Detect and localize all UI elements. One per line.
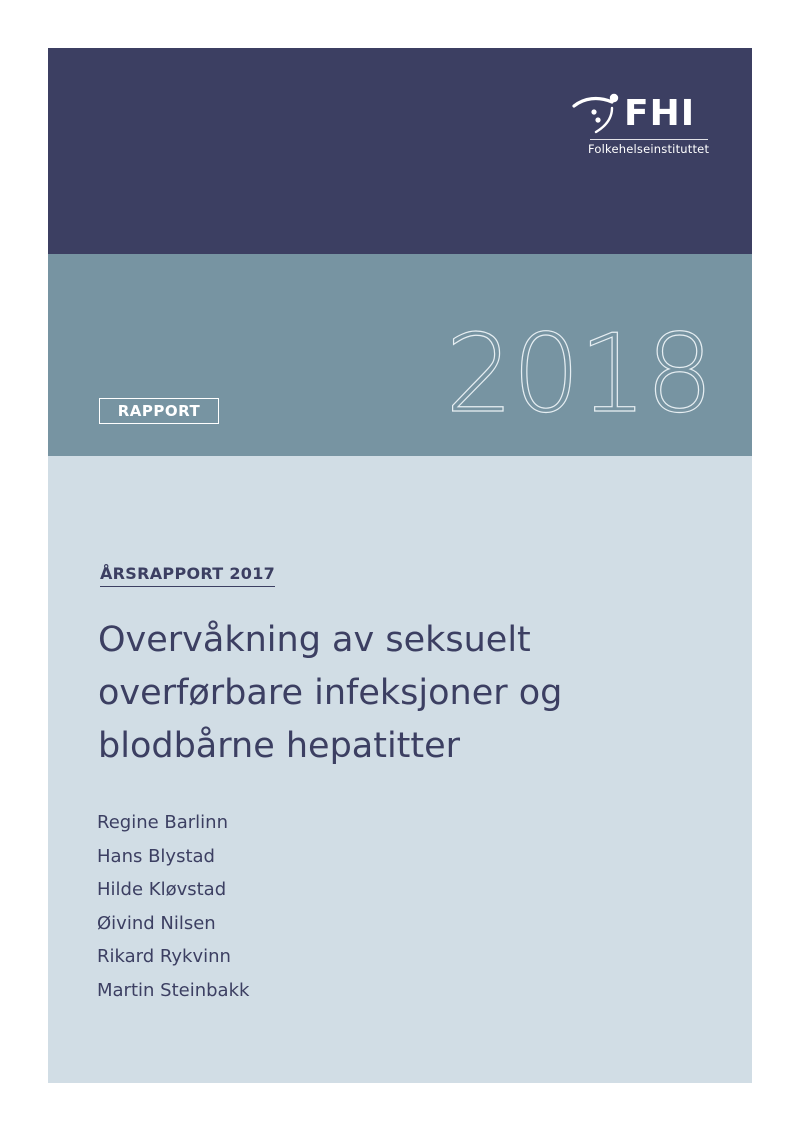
author-name: Rikard Rykvinn bbox=[97, 946, 231, 967]
report-title bbox=[98, 614, 698, 773]
fhi-logo bbox=[572, 92, 712, 166]
report-type-badge: RAPPORT bbox=[99, 398, 219, 424]
author-name: Hilde Kløvstad bbox=[97, 879, 227, 900]
header-band bbox=[48, 48, 752, 254]
title-line: Overvåkning av seksuelt bbox=[98, 620, 531, 660]
author-name: Øivind Nilsen bbox=[97, 912, 216, 934]
report-cover bbox=[48, 48, 752, 1083]
author-list bbox=[97, 806, 249, 1007]
author-name: Martin Steinbakk bbox=[97, 979, 250, 1001]
report-year: 2018 bbox=[445, 312, 712, 437]
author-name: Hans Blystad bbox=[97, 845, 215, 867]
author-name: Regine Barlinn bbox=[97, 812, 229, 833]
logo-abbreviation: FHI bbox=[624, 93, 696, 134]
logo-institute-name: Folkehelseinstituttet bbox=[588, 142, 710, 156]
title-line: blodbårne hepatitter bbox=[98, 726, 461, 766]
logo-divider bbox=[590, 139, 708, 140]
title-line: overførbare infeksjoner og bbox=[98, 673, 563, 713]
fhi-figure-icon bbox=[572, 92, 620, 138]
report-subtitle: ÅRSRAPPORT 2017 bbox=[100, 564, 275, 587]
